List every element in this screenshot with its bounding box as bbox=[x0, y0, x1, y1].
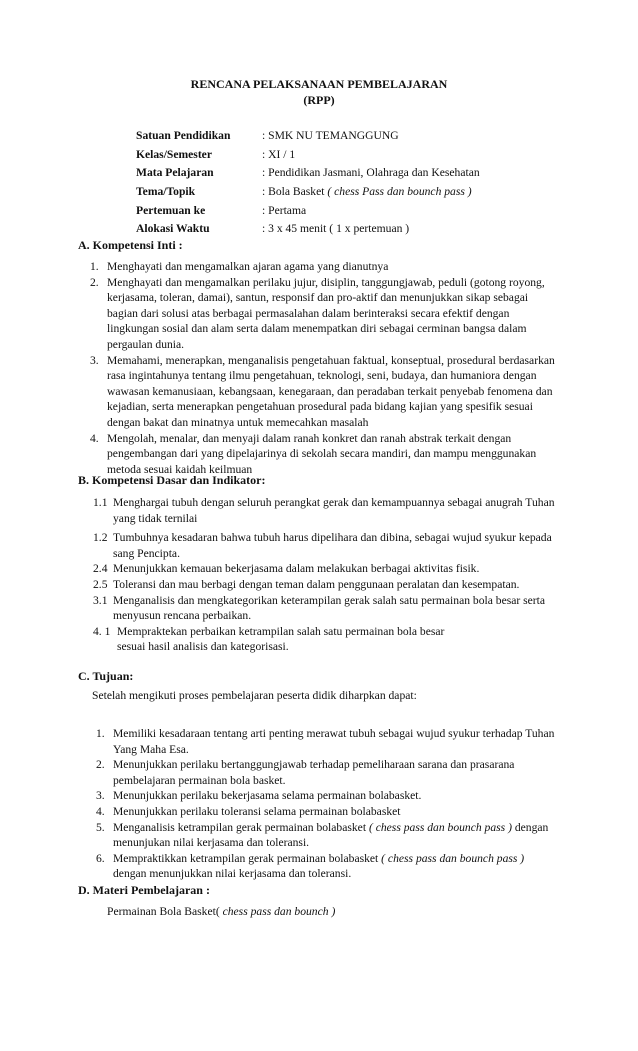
item-text: Mengolah, menalar, dan menyaji dalam ranah konkret dan ranah abstrak terkait dengan pengembangan dari yang dipelajarinya di sekolah secara mandiri, dan mampu menggunakan metoda sesuai kaidah keilmuan bbox=[107, 431, 537, 476]
item-number: 4. bbox=[96, 804, 105, 818]
identity-row bbox=[136, 182, 480, 201]
item-number: 2.4 bbox=[93, 562, 108, 576]
item-text bbox=[113, 788, 560, 804]
section-c-list bbox=[96, 726, 560, 882]
item-text: Menghayati dan mengamalkan ajaran agama yang dianutnya bbox=[107, 260, 389, 273]
item-text: Menunjukkan kemauan bekerjasama dalam melakukan berbagai aktivitas fisik. bbox=[113, 562, 480, 576]
item-text-main: Menganalisis ketrampilan gerak permainan bolabasket bbox=[113, 820, 369, 834]
list-item bbox=[93, 624, 467, 655]
identity-topic: ( chess Pass dan bounch pass ) bbox=[327, 184, 472, 198]
list-item bbox=[93, 577, 563, 593]
item-text bbox=[113, 820, 560, 851]
identity-label: Mata Pelajaran bbox=[136, 166, 214, 180]
item-number: 1.1 bbox=[93, 496, 108, 509]
list-item bbox=[90, 259, 558, 275]
identity-row bbox=[136, 219, 480, 238]
item-text: Menganalisis dan mengkategorikan keterampilan gerak salah satu permainan bola besar serta menyusun rencana perbaikan. bbox=[113, 593, 546, 623]
list-item bbox=[96, 804, 560, 820]
item-number: 1. bbox=[90, 260, 99, 273]
document-subtitle: (RPP) bbox=[303, 93, 335, 107]
item-text: Toleransi dan mau berbagi dengan teman dalam penggunaan peralatan dan kesempatan. bbox=[113, 577, 520, 591]
identity-label: Kelas/Semester bbox=[136, 147, 212, 161]
item-text-main: Mempraktikkan ketrampilan gerak permainan bolabasket bbox=[113, 851, 382, 865]
item-number: 3.1 bbox=[93, 593, 108, 607]
identity-value-text: : Bola Basket bbox=[262, 184, 328, 198]
item-number: 6. bbox=[96, 851, 105, 865]
item-text-main: Menunjukkan perilaku bekerjasama selama permainan bolabasket. bbox=[113, 789, 422, 803]
item-text-after: dengan menunjukan nilai kerjasama dan toleransi. bbox=[113, 820, 549, 850]
item-text: Menghargai tubuh dengan seluruh perangkat gerak dan kemampuannya sebagai anugrah Tuhan yang tidak ternilai bbox=[113, 496, 555, 525]
item-text bbox=[113, 851, 560, 882]
list-item bbox=[93, 561, 563, 577]
item-text: Menghayati dan mengamalkan perilaku jujur, disiplin, tanggungjawab, peduli (gotong royong, kerjasama, toleran, damai), santun, responsif dan pro-aktif dan menunjukkan sikap sebagai bagian dari solusi atas berbagai permasalahan dalam berinteraksi secara efektif dengan lingkungan sosial dan alam serta dalam menempatkan diri sebagai cerminan bangsa dalam pergaulan dunia. bbox=[107, 275, 545, 351]
item-text-main: Menunjukkan perilaku bertanggungjawab terhadap pemeliharaan sarana dan prasarana pembelajaran permainan bola basket. bbox=[113, 758, 515, 787]
item-number: 3. bbox=[96, 789, 105, 803]
identity-value: : XI / 1 bbox=[262, 147, 296, 161]
section-c-intro: Setelah mengikuti proses pembelajaran peserta didik diharpkan dapat: bbox=[92, 689, 417, 702]
material-topic: chess pass dan bounch ) bbox=[222, 905, 336, 918]
item-number: 4. 1 bbox=[93, 624, 111, 638]
section-d-text bbox=[107, 905, 335, 918]
item-topic: ( chess pass dan bounch pass ) bbox=[381, 851, 525, 865]
identity-label: Tema/Topik bbox=[136, 184, 196, 198]
identity-value bbox=[262, 185, 472, 198]
identity-label: Satuan Pendidikan bbox=[136, 128, 231, 142]
section-c-heading: C. Tujuan: bbox=[78, 669, 134, 683]
identity-label: Alokasi Waktu bbox=[136, 222, 210, 236]
item-text-main: Menunjukkan perilaku toleransi selama permainan bolabasket bbox=[113, 804, 401, 818]
item-text-main: Memiliki kesadaraan tentang arti penting merawat tubuh sebagai wujud syukur terhadap Tuhan Yang Maha Esa. bbox=[113, 727, 555, 756]
item-topic: ( chess pass dan bounch pass ) bbox=[368, 820, 512, 834]
item-number: 2.5 bbox=[93, 577, 108, 591]
list-item bbox=[93, 495, 563, 526]
section-a-list bbox=[90, 259, 558, 477]
item-text bbox=[113, 804, 560, 820]
item-text: Memahami, menerapkan, menganalisis pengetahuan faktual, konseptual, prosedural berdasarkan rasa ingintahunya tentang ilmu pengetahuan, teknologi, seni, budaya, dan humaniora dengan wawasan kemanusiaan, kebangsaan, kenegaraan, dan peradaban terkait penyebab fenomena dan kejadian, serta menerapkan pengetahuan prosedural pada bidang kajian yang spesifik sesuai dengan bakat dan minatnya untuk memecahkan masalah bbox=[107, 353, 555, 429]
section-a-heading: A. Kompetensi Inti : bbox=[78, 238, 183, 252]
identity-value: : Pendidikan Jasmani, Olahraga dan Kesehatan bbox=[262, 166, 480, 180]
item-number: 5. bbox=[96, 820, 105, 834]
item-number: 3. bbox=[90, 353, 99, 367]
identity-value: : Pertama bbox=[262, 203, 307, 217]
list-item bbox=[96, 757, 560, 788]
identity-value: : 3 x 45 menit ( 1 x pertemuan ) bbox=[262, 222, 410, 236]
identity-value: : SMK NU TEMANGGUNG bbox=[262, 128, 399, 142]
item-number: 1. bbox=[96, 727, 105, 740]
list-item bbox=[90, 431, 558, 478]
item-text-after: dengan menunjukkan nilai kerjasama dan toleransi. bbox=[113, 867, 352, 881]
list-item bbox=[90, 275, 558, 353]
item-number: 2. bbox=[96, 758, 105, 772]
section-b-list bbox=[93, 495, 563, 655]
section-d-heading: D. Materi Pembelajaran : bbox=[78, 883, 210, 897]
list-item bbox=[96, 726, 560, 757]
identity-row bbox=[136, 126, 480, 145]
material-text: Permainan Bola Basket( bbox=[107, 905, 223, 918]
item-text bbox=[113, 726, 560, 757]
item-number: 2. bbox=[90, 275, 99, 289]
item-text: Tumbuhnya kesadaran bahwa tubuh harus dipelihara dan dibina, sebagai wujud syukur kepada sang Pencipta. bbox=[113, 531, 552, 560]
item-number: 1.2 bbox=[93, 531, 108, 545]
identity-row bbox=[136, 145, 480, 164]
identity-table bbox=[136, 126, 480, 238]
item-text bbox=[113, 757, 560, 788]
section-b-heading: B. Kompetensi Dasar dan Indikator: bbox=[78, 473, 266, 487]
item-number: 4. bbox=[90, 431, 99, 445]
document-title: RENCANA PELAKSANAAN PEMBELAJARAN bbox=[190, 77, 448, 91]
list-item bbox=[93, 593, 563, 624]
list-item bbox=[96, 851, 560, 882]
identity-label: Pertemuan ke bbox=[136, 203, 206, 217]
list-item bbox=[90, 353, 558, 431]
identity-row bbox=[136, 163, 480, 182]
item-text: Mempraktekan perbaikan ketrampilan salah satu permainan bola besar sesuai hasil analisis dan kategorisasi. bbox=[117, 624, 445, 654]
list-item bbox=[96, 788, 560, 804]
identity-row bbox=[136, 201, 480, 220]
list-item bbox=[93, 530, 563, 561]
list-item bbox=[96, 820, 560, 851]
